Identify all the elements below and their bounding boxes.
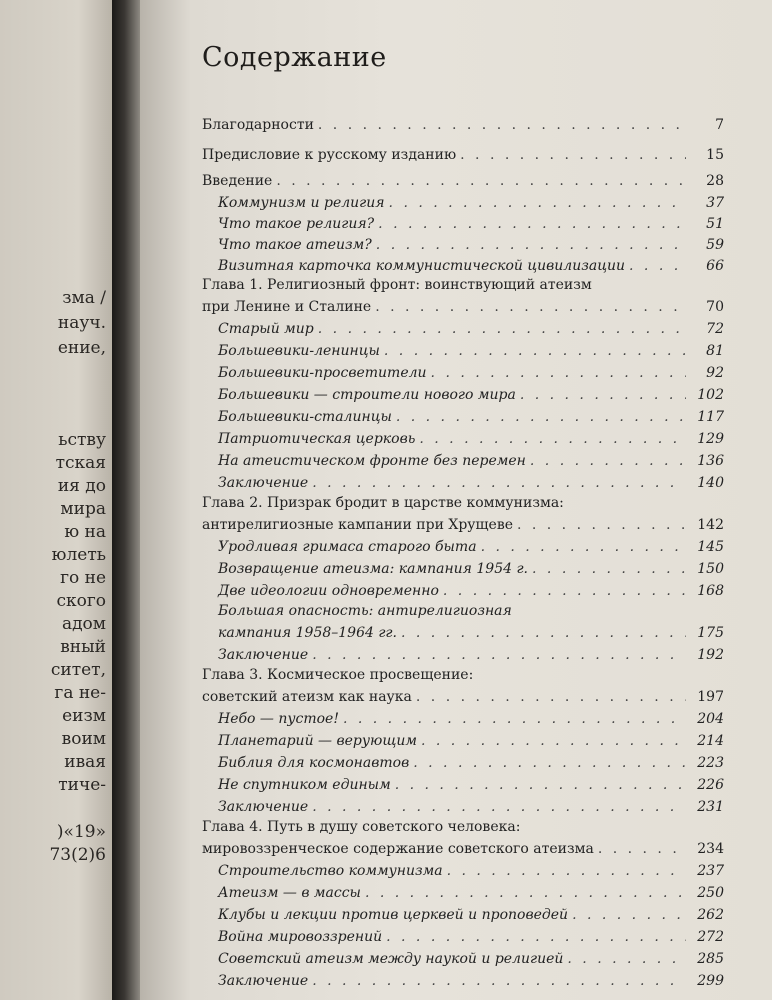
left-page-text-line: тиче- <box>58 775 106 795</box>
toc-entry[interactable] <box>218 340 724 362</box>
dot-leader <box>401 622 686 644</box>
toc-heading-line: Глава 2. Призрак бродит в царстве коммунизма: <box>202 495 564 511</box>
toc-entry[interactable] <box>218 904 724 926</box>
toc-page-number: 129 <box>697 431 724 447</box>
dot-leader <box>378 213 686 235</box>
toc-entry-label: Заключение <box>218 799 309 815</box>
toc-entry[interactable] <box>218 622 724 644</box>
toc-page-number: 168 <box>697 583 724 599</box>
left-page-text-line: мира <box>60 499 106 519</box>
toc-entry-label: Визитная карточка коммунистической цивилизации <box>218 258 626 274</box>
toc-entry-label: Благодарности <box>202 117 314 133</box>
toc-entry-label: Патриотическая церковь <box>218 431 416 447</box>
toc-entry-label: Возвращение атеизма: кампания 1954 г. <box>218 561 529 577</box>
toc-page-number: 223 <box>697 755 724 771</box>
toc-page-number: 262 <box>697 907 724 923</box>
toc-entry-label: Клубы и лекции против церквей и проповедей <box>218 907 569 923</box>
toc-entry-label: при Ленине и Сталине <box>202 299 372 315</box>
left-page-text-line: га не- <box>54 683 106 703</box>
toc-entry[interactable] <box>218 318 724 340</box>
toc-entry[interactable] <box>218 428 724 450</box>
dot-leader <box>629 255 686 277</box>
left-page-text-line: ьству <box>58 430 106 450</box>
toc-entry-label: Большевики — строители нового мира <box>218 387 516 403</box>
toc-entry[interactable] <box>218 882 724 904</box>
toc-entry-label: Что такое атеизм? <box>218 237 372 253</box>
toc-page-number: 175 <box>697 625 724 641</box>
dot-leader <box>375 296 686 318</box>
left-page-text-line: ение, <box>57 338 106 358</box>
toc-entry-label: Не спутником единым <box>218 777 391 793</box>
left-page-text-line: юлеть <box>51 545 106 565</box>
toc-entry-label: Советский атеизм между наукой и религией <box>218 951 564 967</box>
toc-entry-label: мировоззренческое содержание советского атеизма <box>202 841 594 857</box>
toc-entry-label: Уродливая гримаса старого быта <box>218 539 477 555</box>
dot-leader <box>443 580 686 602</box>
dot-leader <box>481 536 686 558</box>
dot-leader <box>318 318 686 340</box>
dot-leader <box>318 114 686 136</box>
toc-entry-label: Большевики-сталинцы <box>218 409 392 425</box>
toc-page-number: 70 <box>706 299 724 315</box>
left-page-text-line: ю на <box>64 522 106 542</box>
toc-entry[interactable] <box>218 192 724 214</box>
dot-leader <box>389 192 686 214</box>
dot-leader <box>567 948 686 970</box>
toc-page-number: 28 <box>706 173 724 189</box>
dot-leader <box>431 362 686 384</box>
left-page-text-line: ия до <box>57 476 106 496</box>
toc-entry-label: На атеистическом фронте без перемен <box>218 453 526 469</box>
book-gutter <box>112 0 140 1000</box>
dot-leader <box>421 730 686 752</box>
toc-page-number: 51 <box>706 216 724 232</box>
toc-page-number: 7 <box>715 117 724 133</box>
toc-entry-label: Предисловие к русскому изданию <box>202 147 457 163</box>
toc-entry[interactable] <box>218 970 724 992</box>
toc-page-number: 214 <box>697 733 724 749</box>
left-page-text-line: зма / <box>62 288 106 308</box>
toc-page-number: 15 <box>706 147 724 163</box>
toc-page-number: 234 <box>697 841 724 857</box>
page-title: Содержание <box>202 42 387 73</box>
toc-page-number: 231 <box>697 799 724 815</box>
toc-entry[interactable] <box>218 472 724 494</box>
toc-entry[interactable] <box>202 144 724 166</box>
toc-heading-line: Глава 1. Религиозный фронт: воинствующий атеизм <box>202 277 592 293</box>
toc-entry[interactable] <box>218 255 724 277</box>
left-page-text-line: вный <box>60 637 106 657</box>
toc-entry[interactable] <box>218 926 724 948</box>
toc-page-number: 272 <box>697 929 724 945</box>
dot-leader <box>532 558 686 580</box>
toc-entry[interactable] <box>218 213 724 235</box>
left-page-text-line: )«19» <box>56 822 106 842</box>
dot-leader <box>343 708 686 730</box>
toc-page-number: 197 <box>697 689 724 705</box>
dot-leader <box>419 428 686 450</box>
left-page-text-line: ивая <box>64 752 106 772</box>
toc-entry-label: советский атеизм как наука <box>202 689 412 705</box>
dot-leader <box>384 340 686 362</box>
dot-leader <box>396 406 686 428</box>
left-page-text-line: 73(2)6 <box>49 845 106 865</box>
left-page-text-line: тская <box>55 453 106 473</box>
toc-page-number: 226 <box>697 777 724 793</box>
toc-page-number: 66 <box>706 258 724 274</box>
toc-page-number: 285 <box>697 951 724 967</box>
left-page-text-line: науч. <box>57 313 106 333</box>
toc-page-number: 250 <box>697 885 724 901</box>
left-page-text-line: ситет, <box>50 660 106 680</box>
dot-leader <box>376 234 686 256</box>
dot-leader <box>598 838 686 860</box>
toc-entry[interactable] <box>202 170 724 192</box>
toc-entry[interactable] <box>218 708 724 730</box>
dot-leader <box>312 796 686 818</box>
dot-leader <box>312 970 686 992</box>
left-page-text-line: адом <box>61 614 106 634</box>
toc-entry-label: Две идеологии одновременно <box>218 583 439 599</box>
toc-entry[interactable] <box>218 362 724 384</box>
toc-entry[interactable] <box>218 752 724 774</box>
dot-leader <box>416 686 686 708</box>
dot-leader <box>312 644 686 666</box>
toc-page-number: 81 <box>706 343 724 359</box>
toc-entry[interactable] <box>218 796 724 818</box>
toc-page-number: 140 <box>697 475 724 491</box>
toc-entry[interactable] <box>218 234 724 256</box>
toc-page-number: 204 <box>697 711 724 727</box>
left-page-text-line: еизм <box>62 706 106 726</box>
toc-entry[interactable] <box>202 838 724 860</box>
toc-page-number: 237 <box>697 863 724 879</box>
dot-leader <box>312 472 686 494</box>
dot-leader <box>520 384 686 406</box>
toc-page-number: 142 <box>697 517 724 533</box>
toc-entry-label: Введение <box>202 173 273 189</box>
toc-entry-label: Планетарий — верующим <box>218 733 417 749</box>
toc-entry[interactable] <box>202 686 724 708</box>
toc-heading-line: Глава 4. Путь в душу советского человека: <box>202 819 521 835</box>
toc-entry[interactable] <box>218 644 724 666</box>
toc-entry-label: кампания 1958–1964 гг. <box>218 625 397 641</box>
dot-leader <box>530 450 686 472</box>
left-page-text-line: воим <box>61 729 106 749</box>
left-page-text-line: го не <box>60 568 106 588</box>
toc-page-number: 92 <box>706 365 724 381</box>
dot-leader <box>276 170 686 192</box>
toc-page-number: 59 <box>706 237 724 253</box>
contents-page <box>140 0 772 1000</box>
dot-leader <box>413 752 686 774</box>
dot-leader <box>386 926 686 948</box>
toc-page-number: 145 <box>697 539 724 555</box>
toc-entry[interactable] <box>218 558 724 580</box>
dot-leader <box>572 904 686 926</box>
toc-page-number: 299 <box>697 973 724 989</box>
dot-leader <box>365 882 686 904</box>
toc-entry-label: Заключение <box>218 647 309 663</box>
toc-entry[interactable] <box>202 114 724 136</box>
toc-entry[interactable] <box>218 384 724 406</box>
left-page <box>0 0 112 1000</box>
toc-entry[interactable] <box>218 580 724 602</box>
dot-leader <box>395 774 686 796</box>
toc-entry[interactable] <box>218 536 724 558</box>
toc-page-number: 37 <box>706 195 724 211</box>
toc-entry[interactable] <box>202 514 724 536</box>
toc-heading-line: Глава 3. Космическое просвещение: <box>202 667 474 683</box>
toc-entry[interactable] <box>218 406 724 428</box>
toc-entry[interactable] <box>218 774 724 796</box>
dot-leader <box>517 514 686 536</box>
toc-entry-label: Атеизм — в массы <box>218 885 361 901</box>
dot-leader <box>460 144 686 166</box>
toc-page-number: 102 <box>697 387 724 403</box>
toc-entry[interactable] <box>218 948 724 970</box>
toc-entry-label: Большевики-ленинцы <box>218 343 380 359</box>
dot-leader <box>447 860 686 882</box>
toc-entry-label: Библия для космонавтов <box>218 755 410 771</box>
toc-entry-label: Война мировоззрений <box>218 929 383 945</box>
toc-entry-label: Большевики-просветители <box>218 365 427 381</box>
toc-entry-label: Коммунизм и религия <box>218 195 385 211</box>
left-page-text-line: ского <box>56 591 106 611</box>
toc-page-number: 72 <box>706 321 724 337</box>
toc-entry-label: Строительство коммунизма <box>218 863 443 879</box>
toc-entry-label: антирелигиозные кампании при Хрущеве <box>202 517 513 533</box>
toc-page-number: 192 <box>697 647 724 663</box>
toc-entry-label: Заключение <box>218 973 309 989</box>
toc-entry-label: Что такое религия? <box>218 216 375 232</box>
toc-page-number: 150 <box>697 561 724 577</box>
toc-page-number: 136 <box>697 453 724 469</box>
toc-entry-label: Заключение <box>218 475 309 491</box>
toc-entry[interactable] <box>218 860 724 882</box>
toc-entry[interactable] <box>202 296 724 318</box>
toc-page-number: 117 <box>697 409 724 425</box>
toc-entry-label: Старый мир <box>218 321 314 337</box>
toc-entry-label: Небо — пустое! <box>218 711 339 727</box>
toc-entry[interactable] <box>218 730 724 752</box>
toc-entry[interactable] <box>218 450 724 472</box>
toc-heading-line: Большая опасность: антирелигиозная <box>218 603 512 619</box>
